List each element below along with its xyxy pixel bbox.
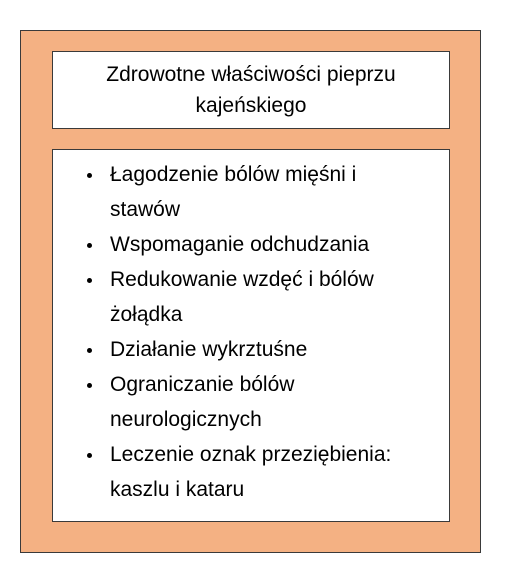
list-item-text: Leczenie oznak przeziębienia: kaszlu i kataru: [110, 443, 392, 501]
list-item: [53, 332, 449, 367]
list-item: [53, 227, 449, 262]
benefits-box: [52, 149, 450, 522]
bullet-icon: [87, 278, 92, 283]
list-item: [53, 262, 449, 332]
list-item-text: Redukowanie wzdęć i bólów żołądka: [110, 268, 374, 326]
list-item-text: Ograniczanie bólów neurologicznych: [110, 373, 295, 431]
bullet-icon: [87, 243, 92, 248]
list-item-text: Działanie wykrztuśne: [110, 338, 308, 361]
list-item: [53, 437, 449, 507]
list-item: [53, 367, 449, 437]
title-box: [52, 51, 450, 129]
bullet-icon: [87, 453, 92, 458]
list-item-text: Łagodzenie bólów mięśni i stawów: [110, 163, 357, 221]
bullet-icon: [87, 383, 92, 388]
bullet-icon: [87, 348, 92, 353]
diagram-title: Zdrowotne właściwości pieprzu kajeńskiego: [106, 63, 396, 117]
list-item-text: Wspomaganie odchudzania: [110, 233, 370, 256]
bullet-icon: [87, 173, 92, 178]
list-item: [53, 157, 449, 227]
benefits-list: [53, 150, 449, 507]
